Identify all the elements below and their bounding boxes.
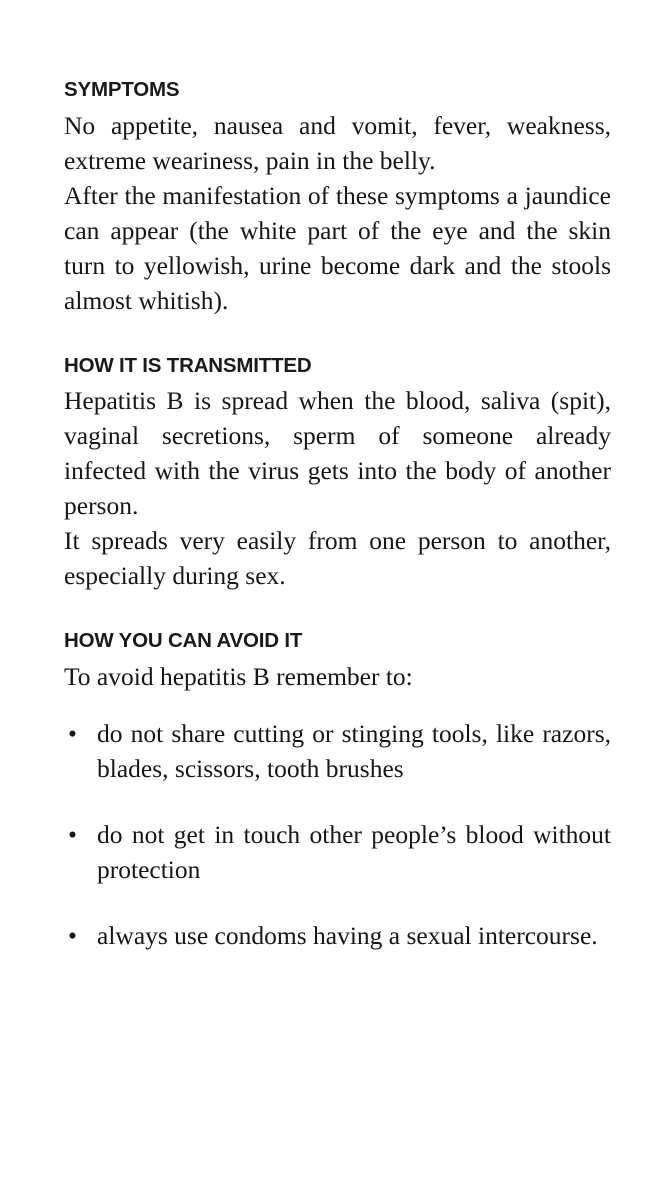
lead-paragraph: To avoid hepatitis B remember to: [64, 661, 413, 691]
list-item-text: always use condoms having a sexual intercourse. [97, 920, 598, 950]
bullet-icon: • [68, 819, 77, 849]
paragraph: It spreads very easily from one person to another, especially during sex. [64, 526, 611, 591]
paragraph: After the manifestation of these symptoms a jaundice can appear (the white part of the eye and the skin turn to yellowish, urine become dark and the stools almost whitish). [64, 180, 611, 315]
list-item [64, 817, 611, 887]
paragraph: No appetite, nausea and vomit, fever, weakness, extreme weariness, pain in the belly. [64, 110, 611, 175]
bullet-icon: • [68, 718, 77, 748]
list-item-text: do not share cutting or stinging tools, like razors, blades, scissors, tooth brushes [97, 718, 611, 783]
list-item-text: do not get in touch other people’s blood without protection [97, 819, 611, 884]
section-how-it-is-transmitted [64, 354, 611, 594]
section-heading: SYMPTOMS [64, 78, 180, 101]
section-symptoms [64, 78, 611, 318]
bullet-icon: • [68, 920, 77, 950]
section-heading: HOW YOU CAN AVOID IT [64, 629, 303, 653]
avoidance-bullet-list [64, 716, 611, 953]
paragraph: Hepatitis B is spread when the blood, saliva (spit), vaginal secretions, sperm of someone already infected with the virus gets into the body of another person. [64, 386, 611, 521]
list-item [64, 918, 611, 953]
section-heading: HOW IT IS TRANSMITTED [64, 353, 312, 377]
list-item [64, 716, 611, 786]
section-how-you-can-avoid-it [64, 629, 611, 953]
